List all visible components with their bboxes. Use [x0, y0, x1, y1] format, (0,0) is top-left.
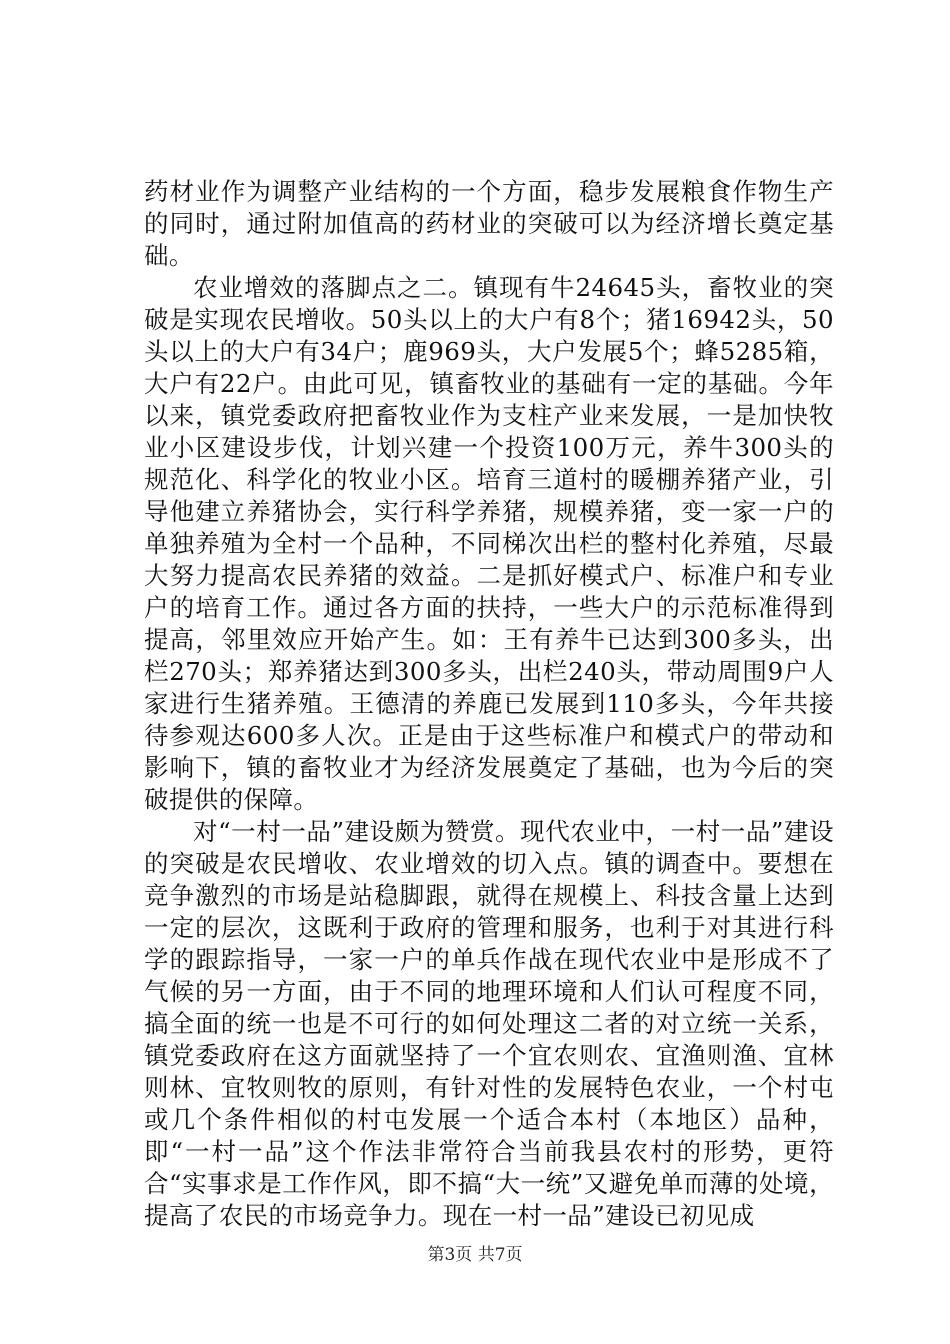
paragraph-one-village-one-product: 对“一村一品”建设颇为赞赏。现代农业中，一村一品”建设的突破是农民增收、农业增效的切入点。镇的调查中。要想在竞争激烈的市场是站稳脚跟，就得在规模上、科技含量上达到一定的层次，这既利于政府的管理和服务，也利于对其进行科学的跟踪指导，一家一户的单兵作战在现代农业中是形成不了气候的另一方面，由于不同的地理环境和人们认可程度不同，搞全面的统一也是不可行的如何处理这二者的对立统一关系，镇党委政府在这方面就坚持了一个宜农则农、宜渔则渔、宜林则林、宜牧则牧的原则，有针对性的发展特色农业，一个村屯或几个条件相似的村屯发展一个适合本村（本地区）品种，即“一村一品”这个作法非常符合当前我县农村的形势，更符合“实事求是工作作风，即不搞“大一统”又避免单而薄的处境，提高了农民的市场竞争力。现在一村一品”建设已初见成: [144, 817, 834, 1230]
body-text: [144, 176, 834, 1232]
paragraph-livestock: 农业增效的落脚点之二。镇现有牛24645头，畜牧业的突破是实现农民增收。50头以上的大户有8个；猪16942头，50头以上的大户有34户；鹿969头，大户发展5个；蜂5285箱，大户有22户。由此可见，镇畜牧业的基础有一定的基础。今年以来，镇党委政府把畜牧业作为支柱产业来发展，一是加快牧业小区建设步伐，计划兴建一个投资100万元，养牛300头的规范化、科学化的牧业小区。培育三道村的暖棚养猪产业，引导他建立养猪协会，实行科学养猪，规模养猪，变一家一户的单独养殖为全村一个品种，不同梯次出栏的整村化养殖，尽最大努力提高农民养猪的效益。二是抓好模式户、标准户和专业户的培育工作。通过各方面的扶持，一些大户的示范标准得到提高，邻里效应开始产生。如：王有养牛已达到300多头，出栏270头；郑养猪达到300多头，出栏240头，带动周围9户人家进行生猪养殖。王德清的养鹿已发展到110多头，今年共接待参观达600多人次。正是由于这些标准户和模式户的带动和影响下，镇的畜牧业才为经济发展奠定了基础，也为今后的突破提供的保障。: [144, 273, 834, 814]
paragraph-continuation: 药材业作为调整产业结构的一个方面，稳步发展粮食作物生产的同时，通过附加值高的药材业的突破可以为经济增长奠定基础。: [144, 177, 834, 270]
page-number-footer: 第3页 共7页: [427, 1245, 523, 1265]
